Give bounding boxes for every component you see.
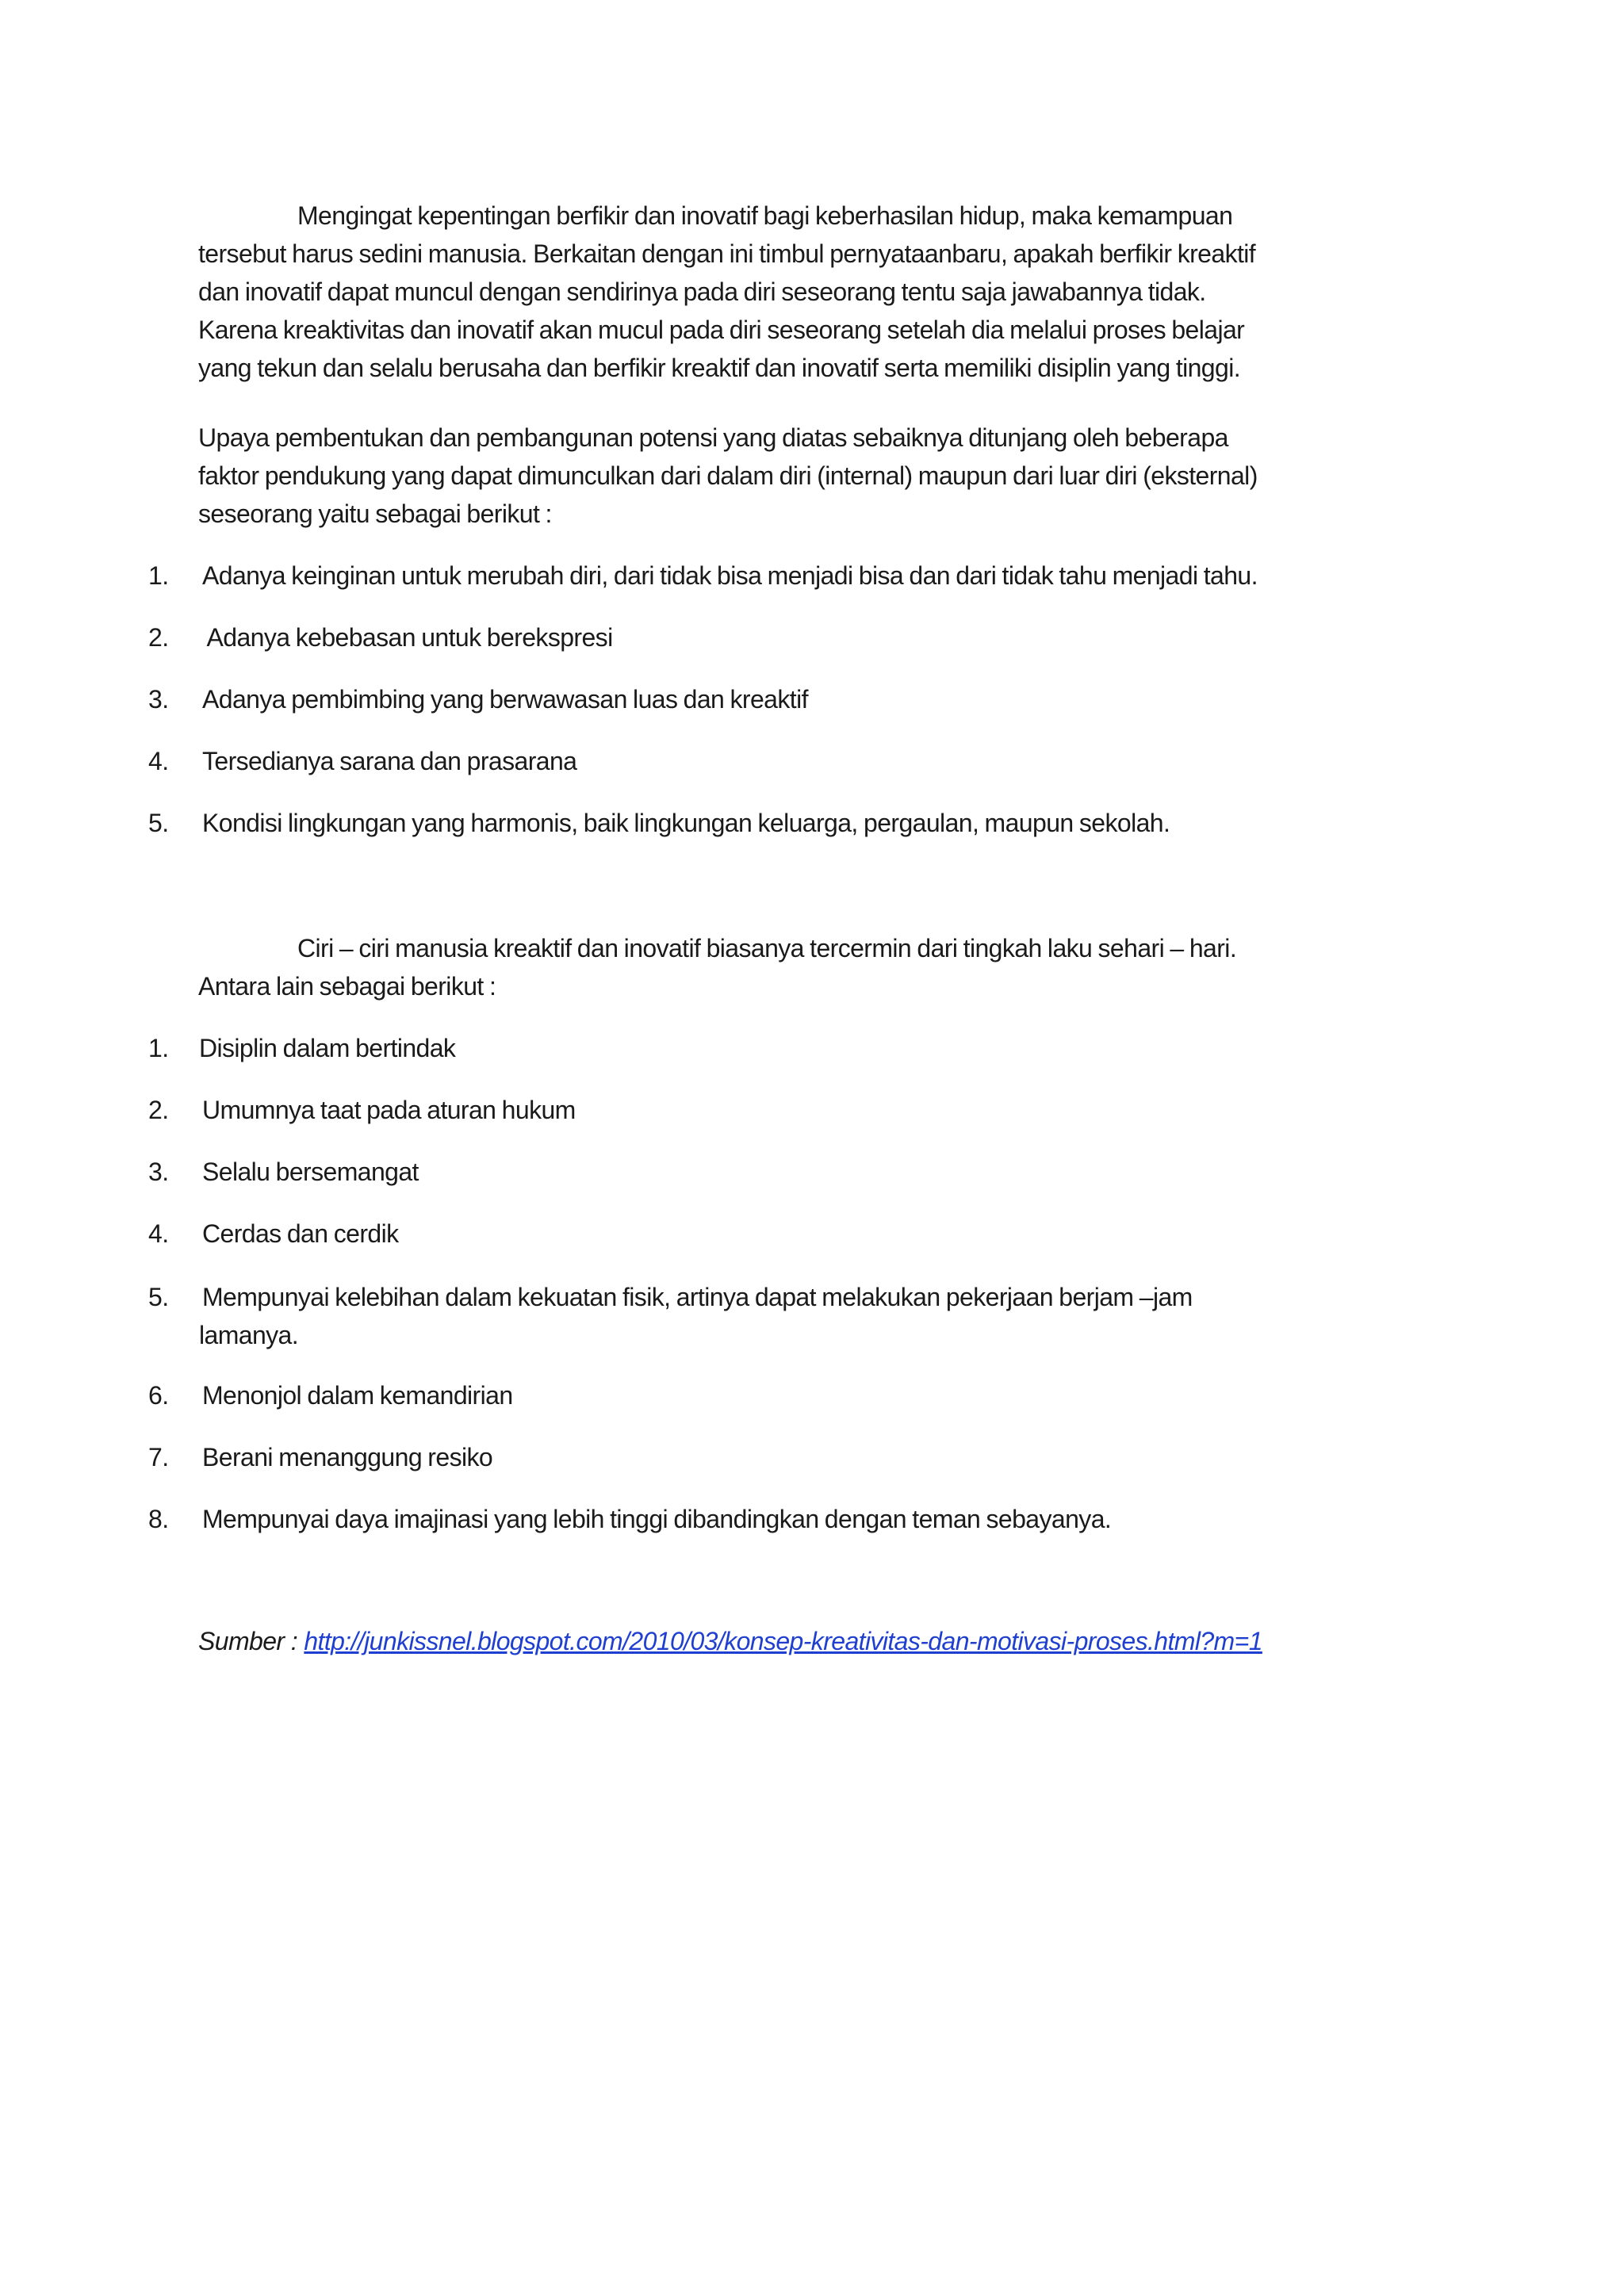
list-number: 7. — [148, 1443, 169, 1471]
list-number: 1. — [148, 561, 169, 590]
list-text-continuation: lamanya. — [199, 1321, 299, 1349]
paragraph-line: Upaya pembentukan dan pembangunan potensi yang diatas sebaiknya ditunjang oleh beberapa — [198, 423, 1228, 452]
paragraph-line: dan inovatif dapat muncul dengan sendirinya pada diri seseorang tentu saja jawabannya tidak. — [198, 277, 1206, 306]
paragraph-line: seseorang yaitu sebagai berikut : — [198, 499, 552, 528]
list-number: 2. — [148, 623, 169, 652]
list-text: Adanya kebebasan untuk berekspresi — [202, 623, 613, 652]
list-text: Umumnya taat pada aturan hukum — [202, 1096, 576, 1124]
list-number: 5. — [148, 1283, 169, 1311]
paragraph-line: faktor pendukung yang dapat dimunculkan dari dalam diri (internal) maupun dari luar diri (eksternal) — [198, 461, 1258, 490]
list-text: Kondisi lingkungan yang harmonis, baik lingkungan keluarga, pergaulan, maupun sekolah. — [202, 809, 1170, 837]
list-number: 3. — [148, 1158, 169, 1186]
paragraph-line: Ciri – ciri manusia kreaktif dan inovatif biasanya tercermin dari tingkah laku sehari – hari. — [297, 934, 1237, 962]
source-citation — [198, 1622, 1262, 1660]
intro-paragraph — [198, 197, 1451, 387]
list-number: 5. — [148, 809, 169, 837]
list-text: Mempunyai daya imajinasi yang lebih tinggi dibandingkan dengan teman sebayanya. — [202, 1505, 1112, 1533]
paragraph-line: Karena kreaktivitas dan inovatif akan mucul pada diri seseorang setelah dia melalui proses belajar — [198, 316, 1245, 344]
paragraph-line: tersebut harus sedini manusia. Berkaitan dengan ini timbul pernyataanbaru, apakah berfikir kreaktif — [198, 239, 1256, 268]
paragraph-line: Mengingat kepentingan berfikir dan inovatif bagi keberhasilan hidup, maka kemampuan — [297, 201, 1233, 230]
list-text: Tersedianya sarana dan prasarana — [202, 747, 577, 775]
list-number: 4. — [148, 747, 169, 775]
source-label: Sumber : — [198, 1627, 304, 1655]
list-number: 4. — [148, 1219, 169, 1248]
source-link[interactable]: http://junkissnel.blogspot.com/2010/03/konsep-kreativitas-dan-motivasi-proses.html?m=1 — [304, 1627, 1262, 1655]
list-text: Cerdas dan cerdik — [202, 1219, 399, 1248]
list-text: Menonjol dalam kemandirian — [202, 1381, 513, 1410]
factors-paragraph — [198, 419, 1451, 533]
list-number: 2. — [148, 1096, 169, 1124]
list-text: Adanya keinginan untuk merubah diri, dari tidak bisa menjadi bisa dan dari tidak tahu menjadi tahu. — [202, 561, 1258, 590]
list-text: Mempunyai kelebihan dalam kekuatan fisik, artinya dapat melakukan pekerjaan berjam –jam — [202, 1283, 1193, 1311]
list-number: 3. — [148, 685, 169, 714]
list-number: 1. — [148, 1034, 169, 1062]
traits-paragraph — [198, 929, 1451, 1005]
list-text: Adanya pembimbing yang berwawasan luas dan kreaktif — [202, 685, 808, 714]
list-number: 6. — [148, 1381, 169, 1410]
list-text: Disiplin dalam bertindak — [199, 1034, 456, 1062]
list-text: Selalu bersemangat — [202, 1158, 419, 1186]
list-number: 8. — [148, 1505, 169, 1533]
list-text: Berani menanggung resiko — [202, 1443, 493, 1471]
paragraph-line: yang tekun dan selalu berusaha dan berfikir kreaktif dan inovatif serta memiliki disiplin yang tinggi. — [198, 354, 1241, 382]
paragraph-line: Antara lain sebagai berikut : — [198, 972, 496, 1001]
